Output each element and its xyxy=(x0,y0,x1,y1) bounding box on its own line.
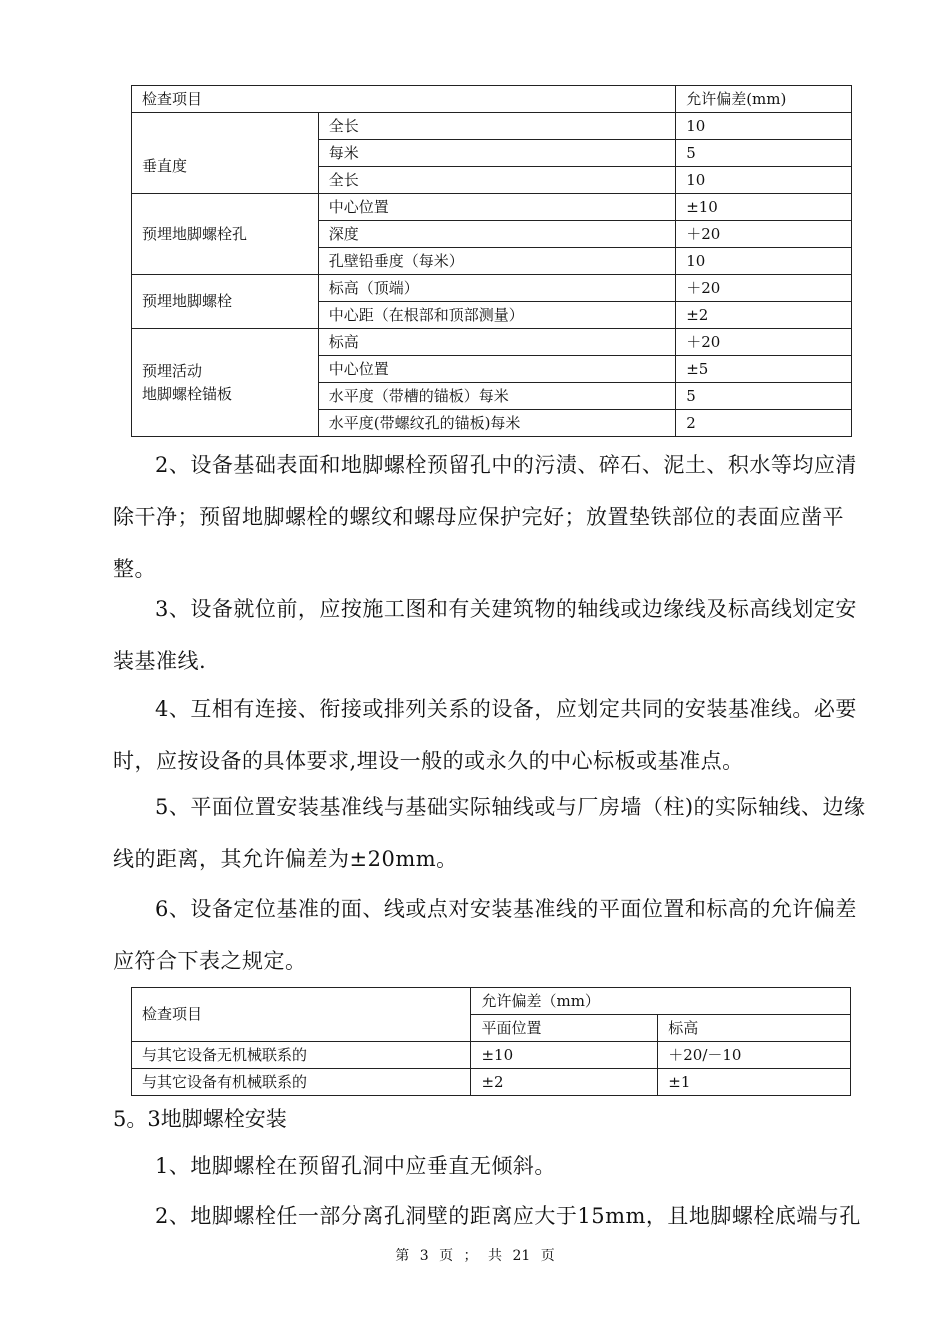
table1-sub: 全长 xyxy=(318,113,675,140)
paragraph-2: 2、设备基础表面和地脚螺栓预留孔中的污渍、碎石、泥土、积水等均应清除干净；预留地脚螺栓的螺纹和螺母应保护完好；放置垫铁部位的表面应凿平整。 xyxy=(113,453,857,581)
table1-group-name-line1: 预埋活动 xyxy=(142,362,203,380)
table1-group-name-line2: 地脚螺栓锚板 xyxy=(142,384,233,403)
table1-sub: 标高 xyxy=(318,329,675,356)
tolerance-table-1 xyxy=(131,85,852,437)
table1-sub: 孔壁铅垂度（每米） xyxy=(318,248,675,275)
section-paragraph-1: 1、地脚螺栓在预留孔洞中应垂直无倾斜。 xyxy=(155,1154,556,1178)
footer-page-unit: 页 xyxy=(439,1248,454,1264)
table2-header-elevation: 标高 xyxy=(658,1015,851,1042)
table1-sub: 标高（顶端） xyxy=(318,275,675,302)
table1-value: ±10 xyxy=(676,194,852,221)
table1-group-name xyxy=(132,329,319,437)
table1-sub: 全长 xyxy=(318,167,675,194)
table1-sub: 中心位置 xyxy=(318,194,675,221)
table1-sub: 中心位置 xyxy=(318,356,675,383)
paragraph-5: 5、平面位置安装基准线与基础实际轴线或与厂房墙（柱)的实际轴线、边缘线的距离，其允许偏差为±20mm。 xyxy=(113,795,866,871)
table1-sub: 水平度（带槽的锚板）每米 xyxy=(318,383,675,410)
table1-value: ＋20 xyxy=(676,275,852,302)
table1-blank-cell xyxy=(132,113,319,140)
table1-group-name: 预埋地脚螺栓 xyxy=(132,275,319,329)
table2-item: 与其它设备无机械联系的 xyxy=(132,1042,471,1069)
table1-value: 10 xyxy=(676,113,852,140)
table2-elevation: ±1 xyxy=(658,1069,851,1096)
table1-value: ±5 xyxy=(676,356,852,383)
table1-header-tolerance: 允许偏差(mm) xyxy=(676,86,852,113)
table2-elevation: ＋20/－10 xyxy=(658,1042,851,1069)
paragraph-6: 6、设备定位基准的面、线或点对安装基准线的平面位置和标高的允许偏差应符合下表之规定。 xyxy=(113,897,857,973)
table1-sub: 每米 xyxy=(318,140,675,167)
table2-header-tolerance: 允许偏差（mm） xyxy=(471,988,851,1015)
table1-value: 5 xyxy=(676,140,852,167)
table2-item: 与其它设备有机械联系的 xyxy=(132,1069,471,1096)
footer-separator: ； xyxy=(463,1248,478,1264)
paragraph-4: 4、互相有连接、衔接或排列关系的设备，应划定共同的安装基准线。必要时，应按设备的具体要求,埋设一般的或永久的中心标板或基准点。 xyxy=(113,697,857,773)
section-paragraph-2: 2、地脚螺栓任一部分离孔洞壁的距离应大于15mm，且地脚螺栓底端与孔 xyxy=(155,1204,861,1228)
table1-group-name: 预埋地脚螺栓孔 xyxy=(132,194,319,275)
footer-total-pages: 21 xyxy=(512,1248,531,1264)
table2-plane: ±10 xyxy=(471,1042,658,1069)
table1-value: ±2 xyxy=(676,302,852,329)
footer-page-prefix: 第 xyxy=(395,1248,410,1264)
footer-total-unit: 页 xyxy=(540,1248,555,1264)
table1-sub: 水平度(带螺纹孔的锚板)每米 xyxy=(318,410,675,437)
paragraph-3: 3、设备就位前，应按施工图和有关建筑物的轴线或边缘线及标高线划定安装基准线. xyxy=(113,597,857,673)
table2-header-plane: 平面位置 xyxy=(471,1015,658,1042)
table2-plane: ±2 xyxy=(471,1069,658,1096)
table1-value: 10 xyxy=(676,167,852,194)
table1-value: ＋20 xyxy=(676,329,852,356)
page-footer xyxy=(0,1245,950,1265)
table1-sub: 深度 xyxy=(318,221,675,248)
table1-group-name: 垂直度 xyxy=(132,140,319,194)
table1-sub: 中心距（在根部和顶部测量） xyxy=(318,302,675,329)
tolerance-table-2 xyxy=(131,987,851,1096)
footer-total-prefix: 共 xyxy=(488,1248,502,1264)
table1-value: 5 xyxy=(676,383,852,410)
table2-header-item: 检查项目 xyxy=(132,988,471,1042)
table1-value: ＋20 xyxy=(676,221,852,248)
table1-header-item: 检查项目 xyxy=(132,86,676,113)
footer-page-number: 3 xyxy=(419,1248,429,1264)
section-title: 5。3地脚螺栓安装 xyxy=(113,1107,287,1131)
table1-value: 2 xyxy=(676,410,852,437)
table1-value: 10 xyxy=(676,248,852,275)
